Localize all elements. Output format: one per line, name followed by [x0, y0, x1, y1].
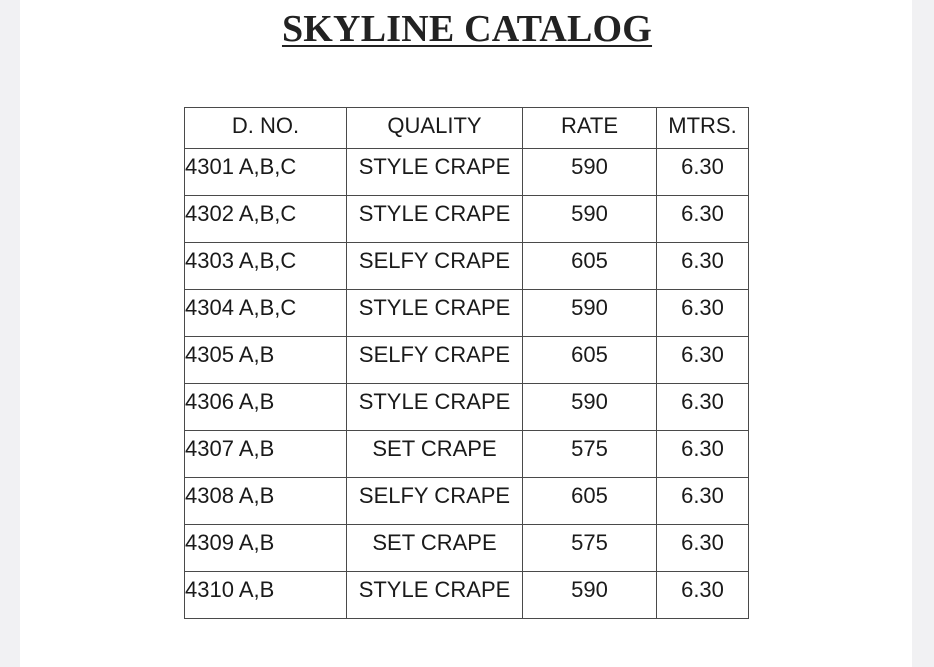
cell-quality: STYLE CRAPE [347, 384, 523, 431]
cell-rate: 590 [523, 290, 657, 337]
cell-mtrs: 6.30 [657, 572, 749, 619]
cell-dno: 4301 A,B,C [185, 149, 347, 196]
cell-quality: SET CRAPE [347, 525, 523, 572]
cell-rate: 590 [523, 196, 657, 243]
cell-dno: 4309 A,B [185, 525, 347, 572]
cell-rate: 605 [523, 243, 657, 290]
table-row [185, 525, 749, 572]
cell-dno: 4305 A,B [185, 337, 347, 384]
header-dno: D. NO. [185, 108, 347, 149]
table-row [185, 572, 749, 619]
table-row [185, 243, 749, 290]
cell-rate: 575 [523, 431, 657, 478]
cell-mtrs: 6.30 [657, 384, 749, 431]
cell-quality: SELFY CRAPE [347, 243, 523, 290]
cell-rate: 605 [523, 478, 657, 525]
catalog-table [184, 107, 749, 619]
table-row [185, 290, 749, 337]
table-row [185, 337, 749, 384]
table-row [185, 196, 749, 243]
table-header-row [185, 108, 749, 149]
cell-dno: 4304 A,B,C [185, 290, 347, 337]
cell-dno: 4303 A,B,C [185, 243, 347, 290]
cell-dno: 4306 A,B [185, 384, 347, 431]
cell-rate: 590 [523, 149, 657, 196]
cell-quality: STYLE CRAPE [347, 196, 523, 243]
cell-quality: SET CRAPE [347, 431, 523, 478]
cell-quality: SELFY CRAPE [347, 337, 523, 384]
header-mtrs: MTRS. [657, 108, 749, 149]
cell-mtrs: 6.30 [657, 478, 749, 525]
cell-mtrs: 6.30 [657, 196, 749, 243]
cell-rate: 605 [523, 337, 657, 384]
cell-dno: 4307 A,B [185, 431, 347, 478]
cell-mtrs: 6.30 [657, 431, 749, 478]
header-quality: QUALITY [347, 108, 523, 149]
cell-mtrs: 6.30 [657, 525, 749, 572]
cell-rate: 590 [523, 384, 657, 431]
cell-rate: 575 [523, 525, 657, 572]
cell-mtrs: 6.30 [657, 337, 749, 384]
table-row [185, 431, 749, 478]
catalog-title: SKYLINE CATALOG [281, 8, 653, 50]
table-row [185, 384, 749, 431]
cell-quality: STYLE CRAPE [347, 149, 523, 196]
cell-quality: STYLE CRAPE [347, 290, 523, 337]
cell-mtrs: 6.30 [657, 149, 749, 196]
cell-mtrs: 6.30 [657, 243, 749, 290]
table-row [185, 478, 749, 525]
cell-quality: STYLE CRAPE [347, 572, 523, 619]
cell-quality: SELFY CRAPE [347, 478, 523, 525]
cell-dno: 4310 A,B [185, 572, 347, 619]
cell-dno: 4308 A,B [185, 478, 347, 525]
cell-mtrs: 6.30 [657, 290, 749, 337]
table-row [185, 149, 749, 196]
cell-dno: 4302 A,B,C [185, 196, 347, 243]
cell-rate: 590 [523, 572, 657, 619]
header-rate: RATE [523, 108, 657, 149]
